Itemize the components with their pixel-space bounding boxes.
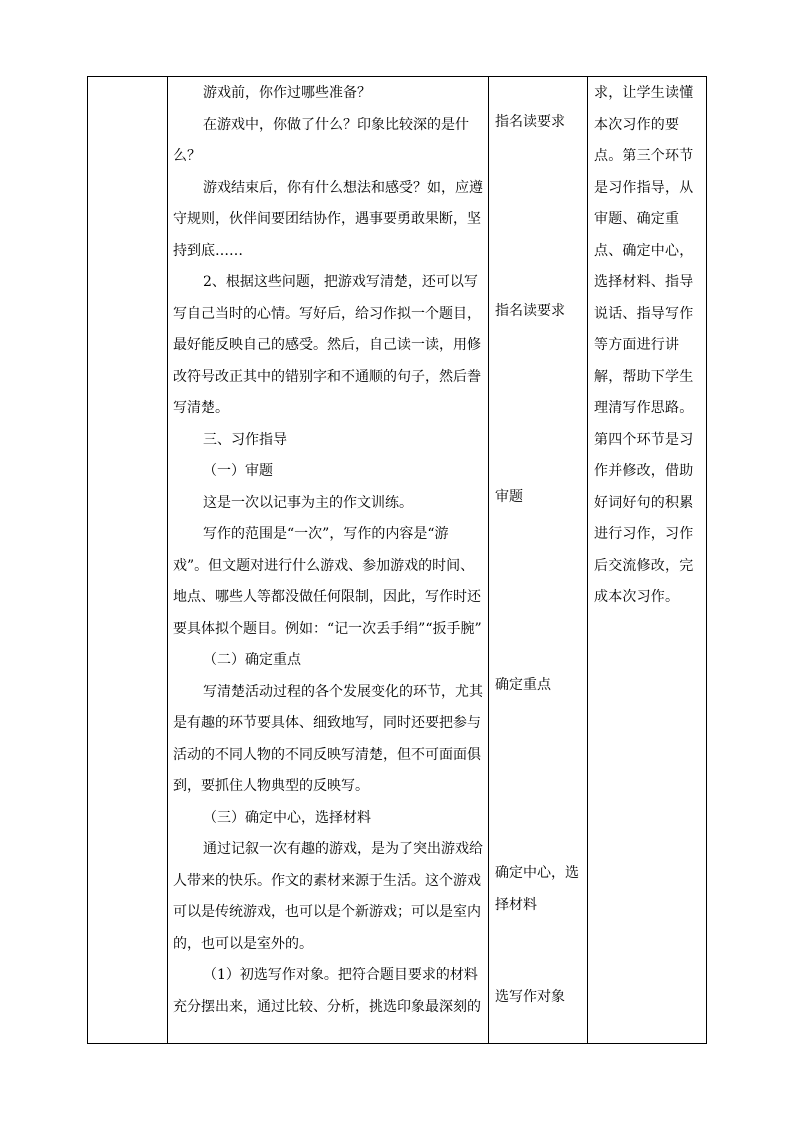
table-bottom-border bbox=[87, 1043, 707, 1044]
content-paragraph: 游戏结束后，你有什么想法和感受？如，应遵守规则，伙伴间要团结协作，遇事要勇敢果断，坚持到底…… bbox=[173, 179, 483, 259]
section-heading: 三、习作指导 bbox=[203, 431, 287, 448]
column-divider-1 bbox=[167, 76, 168, 1044]
subsection-heading: （二）确定重点 bbox=[203, 652, 301, 668]
content-paragraph: 在游戏中，你做了什么？印象比较深的是什么？ bbox=[173, 116, 469, 164]
content-paragraph: 这是一次以记事为主的作文训练。 bbox=[203, 494, 413, 511]
note-read-requirements-2: 指名读要求 bbox=[495, 303, 565, 319]
table-right-border bbox=[706, 76, 707, 1044]
content-paragraph: 写清楚活动过程的各个发展变化的环节，尤其是有趣的环节要具体、细致地写，同时还要把参与活动的不同人物的不同反映写清楚，但不可面面俱到，要抓住人物典型的反映写。 bbox=[173, 683, 483, 794]
content-paragraph: 写作的范围是“一次”，写作的内容是“游戏”。但文题对进行什么游戏、参加游戏的时间、地点、哪些人等都没做任何限制，因此，写作时还要具体拟个题目。例如：“记一次丢手绢”“扳手腕” bbox=[173, 526, 482, 637]
note-examine-topic: 审题 bbox=[495, 489, 523, 505]
note-read-requirements-1: 指名读要求 bbox=[495, 114, 565, 130]
table-left-border bbox=[87, 76, 88, 1044]
column-divider-3 bbox=[587, 76, 588, 1044]
teaching-content-column bbox=[173, 76, 483, 1023]
subsection-heading: （三）确定中心，选择材料 bbox=[203, 809, 371, 826]
content-paragraph: 通过记叙一次有趣的游戏，是为了突出游戏给人带来的快乐。作文的素材来源于生活。这个游戏可以是传统游戏，也可以是个新游戏；可以是室内的，也可以是室外的。 bbox=[173, 841, 483, 952]
subsection-heading: （一）审题 bbox=[203, 463, 273, 479]
note-determine-focus: 确定重点 bbox=[495, 677, 551, 693]
content-paragraph: 2、根据这些问题，把游戏写清楚，还可以写写自己当时的心情。写好后，给习作拟一个题目，最好能反映自己的感受。然后，自己读一读，用修改符号改正其中的错别字和不通顺的句子，然后誊写清楚。 bbox=[173, 274, 481, 416]
design-intent-column bbox=[594, 76, 704, 614]
content-paragraph: 游戏前，你作过哪些准备？ bbox=[203, 85, 371, 101]
content-paragraph: （1）初选写作对象。把符合题目要求的材料充分摆出来，通过比较、分析，挑选印象最深刻的 bbox=[173, 967, 481, 1015]
note-center-material: 确定中心，选择材料 bbox=[495, 865, 579, 913]
note-select-object: 选写作对象 bbox=[495, 989, 565, 1005]
column-divider-2 bbox=[488, 76, 489, 1044]
reflection-text: 求，让学生读懂本次习作的要点。第三个环节是习作指导，从审题、确定重点、确定中心，选择材料、指导说话、指导写作等方面进行讲解，帮助下学生理清写作思路。第四个环节是习作并修改，借助好词好句的积累进行习作，习作后交流修改，完成本次习作。 bbox=[594, 85, 694, 605]
